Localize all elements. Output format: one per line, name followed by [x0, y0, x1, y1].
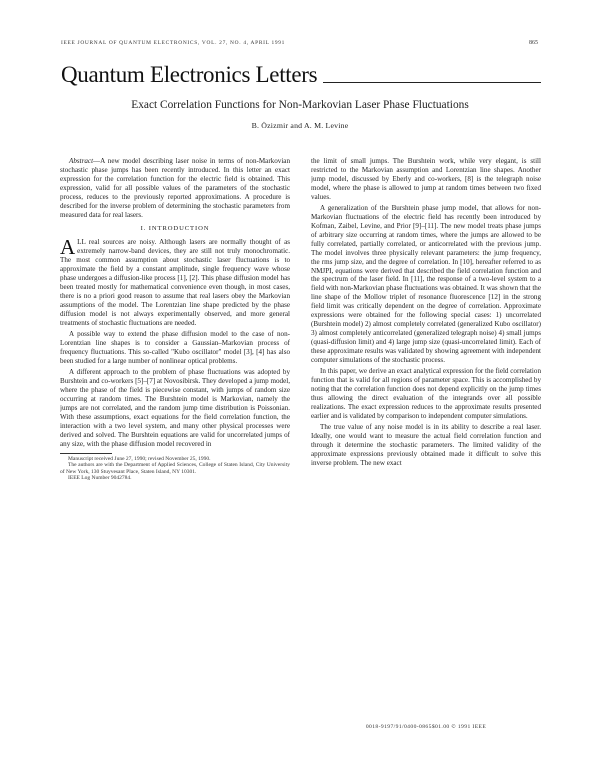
intro-paragraph-3: A different approach to the problem of phase fluctuations was adopted by Burshtein and co-workers [5]–[7] at Novosibirsk. They developed a jump model, where the phase of the field is piecewise constant, with jumps of random size occurring at random times. The Burshtein model is Markovian, namely the jumps are not correlated, and the random jump time distribution is Poissonian. With these assumptions, exact equations for the field correlation function, the interaction with a two level system, and many other physical processes were derived and solved. The Burshtein equations are valid for uncorrelated jumps of any size, with the phase diffusion model recovered in — [60, 368, 290, 448]
intro-paragraph-2: A possible way to extend the phase diffusion model to the case of non-Lorentzian line shapes is to consider a Gaussian–Markovian process of frequency fluctuations. This so-called "Kubo oscillator" model [3], [4] has also been studied for a large number of nonlinear optical problems. — [60, 330, 290, 365]
page-number: 865 — [529, 40, 538, 46]
right-column — [311, 157, 541, 717]
abstract — [60, 157, 290, 219]
masthead-rule — [323, 82, 541, 83]
copyright-line: 0018-9197/91/0400-0865$01.00 © 1991 IEEE — [365, 724, 487, 730]
article-authors: B. Özizmir and A. M. Levine — [251, 121, 349, 130]
footnote-rule — [60, 453, 112, 454]
derivation-paragraph: In this paper, we derive an exact analytical expression for the field correlation function that is valid for all regions of parameter space. This is accomplished by noting that the correlation function does not depend explicitly on the jump times thus allowing the direct evaluation of the integrands over all possible realizations. The exact expression reduces to the approximate results presented earlier and is validated by comparison to independent computer simulations. — [311, 367, 541, 420]
inverse-problem-paragraph: The true value of any noise model is in its ability to describe a real laser. Ideally, one would want to measure the actual field correlation function and through it determine the stochastic parameters. The limited validity of the approximate expressions previously obtained made it difficult to solve this inverse problem. The new exact — [311, 423, 541, 467]
footnote-manuscript: Manuscript received June 27, 1990; revised November 25, 1990. — [68, 455, 211, 462]
masthead — [61, 56, 541, 86]
footnote-affiliation: The authors are with the Department of Applied Sciences, College of Staten Island, City University of New York, 130 Stuyvesant Place, Staten Island, NY 10301. — [60, 462, 290, 475]
intro-paragraph-1 — [60, 235, 290, 327]
intro-paragraph-1-text: LL real sources are noisy. Although lasers are normally thought of as extremely narrow-band devices, they are still not truly monochromatic. The most common assumption about stochastic laser fluctuations is to approximate the field by a constant amplitude, single frequency wave whose phase undergoes a diffusion-like process [1], [2]. This phase diffusion model has been treated mostly for mathematical convenience even though, in most cases, there is no a priori good reason to assume that real lasers obey the Markovian assumptions of the model. The Lorentzian line shape predicted by the phase diffusion model is not always experimentally observed, and more general treatments of stochastic fluctuations are needed. — [60, 238, 290, 327]
footnote-log-number: IEEE Log Number 9042784. — [68, 475, 132, 482]
masthead-title: Quantum Electronics Letters — [61, 62, 318, 87]
drop-cap: A — [60, 235, 76, 260]
footnotes — [60, 456, 290, 482]
continued-paragraph: the limit of small jumps. The Burshtein work, while very elegant, is still restricted to the Markovian assumption and Lorentzian line shapes. Another jump model, discussed by Eberly and co-workers, [8] is the telegraph noise model, where the phase is allowed to jump at random times between two fixed values. — [311, 157, 541, 201]
running-head: IEEE JOURNAL OF QUANTUM ELECTRONICS, VOL. 27, NO. 4, APRIL 1991 — [61, 40, 286, 46]
model-paragraph: A generalization of the Burshtein phase jump model, that allows for non-Markovian fluctuations of the electric field has recently been introduced by Kofman, Zaibel, Levine, and Prior [9]–[11]. The new model treats phase jumps of arbitrary size occurring at random times, where the jumps are allowed to be fully correlated, partially correlated, or anticorrelated with the previous jump. The model involves three physically relevant parameters: the jump frequency, the rms jump size, and the degree of correlation. In [10], hereafter referred to as NMJPI, equations were derived that described the field correlation function and the spectrum of the laser field. In [11], the response of a two-level system to a field with non-Markovian phase fluctuations was obtained. It was shown that the line shape of the Mollow triplet of resonance fluorescence [12] in the strong field limit was critically dependent on the degree of correlation. Approximate expressions were obtained for the following special cases: 1) uncorrelated (Burshtein model) 2) almost completely correlated (generalized Kubo oscillator) 3) almost completely anticorrelated (generalized telegraph noise) 4) small jumps (quasi-diffusion limit) and 4) large jump size (quasi-uncorrelated limit). Each of these approximate results was validated by showing agreement with independent computer simulations of the stochastic process. — [311, 204, 541, 364]
abstract-text: —A new model describing laser noise in terms of non-Markovian stochastic phase jumps has been recently introduced. In this letter an exact expression for the correlation function for the electric field is obtained. This expression, valid for all possible values of the parameters of the stochastic process, reduces to the previously reported approximations. A procedure is described for the inverse problem of determining the stochastic parameters from measured data for real lasers. — [60, 157, 290, 219]
abstract-lead: Abstract — [69, 157, 94, 165]
left-column — [60, 157, 290, 717]
article-title: Exact Correlation Functions for Non-Markovian Laser Phase Fluctuations — [131, 99, 469, 111]
section-heading-introduction: I. INTRODUCTION — [140, 225, 210, 233]
